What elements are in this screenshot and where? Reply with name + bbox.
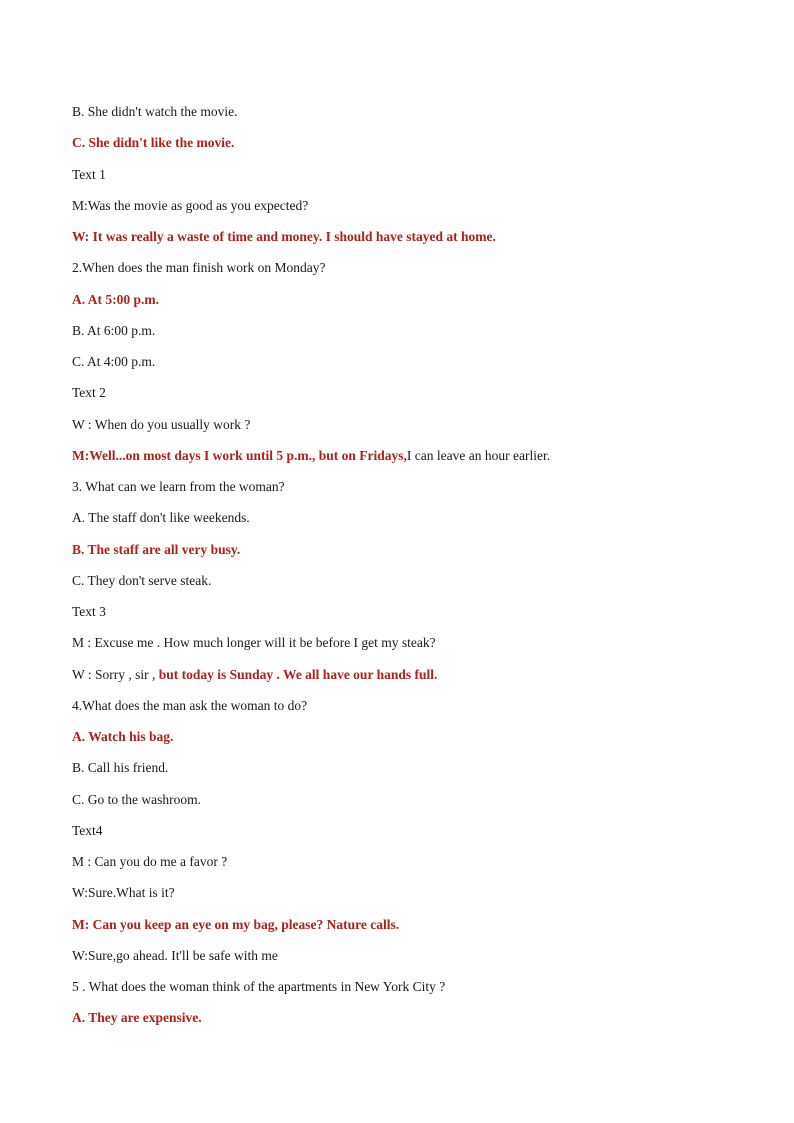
text-line <box>72 604 752 635</box>
text-line <box>72 760 752 791</box>
body-text: 2.When does the man finish work on Monday? <box>72 260 326 276</box>
answer-highlight-text: A. Watch his bag. <box>72 729 174 744</box>
text-line <box>72 167 752 198</box>
text-line <box>72 885 752 916</box>
body-text: Text4 <box>72 822 103 838</box>
text-line <box>72 729 752 760</box>
body-text: I can leave an hour earlier. <box>406 447 551 463</box>
text-line <box>72 385 752 416</box>
text-line <box>72 323 752 354</box>
body-text: W : Sorry , sir , <box>72 666 156 682</box>
text-line <box>72 542 752 573</box>
body-text: C. They don't serve steak. <box>72 572 212 588</box>
document-body <box>72 104 752 1042</box>
text-line <box>72 448 752 479</box>
text-line <box>72 917 752 948</box>
text-line <box>72 979 752 1010</box>
body-text: M : Excuse me . How much longer will it be before I get my steak? <box>72 635 436 651</box>
text-line <box>72 260 752 291</box>
body-text: 4.What does the man ask the woman to do? <box>72 697 308 713</box>
answer-highlight-text: C. She didn't like the movie. <box>72 135 235 151</box>
text-line <box>72 229 752 260</box>
answer-highlight-text: M:Well...on most days I work until 5 p.m., but on Fridays, <box>72 447 407 463</box>
text-line <box>72 292 752 323</box>
body-text: C. At 4:00 p.m. <box>72 354 156 369</box>
body-text: B. She didn't watch the movie. <box>72 104 238 119</box>
text-line <box>72 573 752 604</box>
text-line <box>72 354 752 385</box>
text-line <box>72 417 752 448</box>
body-text: A. The staff don't like weekends. <box>72 510 250 526</box>
body-text: M : Can you do me a favor ? <box>72 854 228 869</box>
text-line <box>72 667 752 698</box>
answer-highlight-text: W: It was really a waste of time and money. I should have stayed at home. <box>72 229 496 244</box>
text-line <box>72 948 752 979</box>
text-line <box>72 510 752 541</box>
answer-highlight-text: but today is Sunday . We all have our hands full. <box>155 666 438 682</box>
body-text: Text 1 <box>72 166 106 182</box>
answer-highlight-text: B. The staff are all very busy. <box>72 541 241 557</box>
body-text: Text 2 <box>72 385 106 401</box>
body-text: 3. What can we learn from the woman? <box>72 479 285 494</box>
text-line <box>72 854 752 885</box>
body-text: W:Sure,go ahead. It'll be safe with me <box>72 947 278 963</box>
text-line <box>72 635 752 666</box>
text-line <box>72 792 752 823</box>
body-text: B. Call his friend. <box>72 760 169 776</box>
answer-highlight-text: A. At 5:00 p.m. <box>72 291 159 307</box>
body-text: 5 . What does the woman think of the apartments in New York City ? <box>72 979 446 994</box>
body-text: W : When do you usually work ? <box>72 416 251 432</box>
text-line <box>72 823 752 854</box>
text-line <box>72 479 752 510</box>
body-text: M:Was the movie as good as you expected? <box>72 197 309 213</box>
text-line <box>72 104 752 135</box>
body-text: B. At 6:00 p.m. <box>72 322 156 338</box>
answer-highlight-text: A. They are expensive. <box>72 1010 202 1026</box>
answer-highlight-text: M: Can you keep an eye on my bag, please? Nature calls. <box>72 916 400 932</box>
text-line <box>72 698 752 729</box>
text-line <box>72 1010 752 1041</box>
body-text: Text 3 <box>72 604 106 619</box>
text-line <box>72 135 752 166</box>
text-line <box>72 198 752 229</box>
body-text: C. Go to the washroom. <box>72 791 201 807</box>
body-text: W:Sure.What is it? <box>72 885 175 901</box>
